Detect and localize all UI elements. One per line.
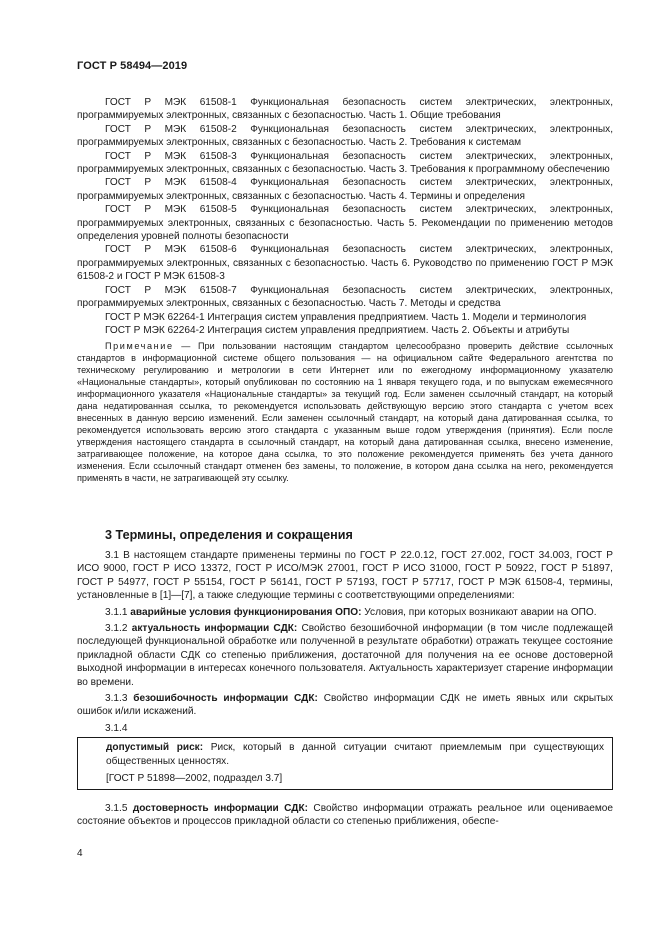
reference-item: ГОСТ Р МЭК 61508-3 Функциональная безопасность систем электрических, электронных, программируемых электронных, связанных с безопасностью. Часть 3. Требования к программному обеспечению: [77, 150, 613, 176]
term-number: 3.1.5: [105, 802, 133, 814]
term-3-1-5: [77, 802, 613, 829]
term-3-1-2: [77, 622, 613, 689]
term-number: 3.1.1: [105, 606, 131, 618]
term-definition: Риск, который в данной ситуации считают приемлемым при существующих общественных ценностях.: [106, 742, 604, 767]
note-dash: —: [173, 341, 199, 352]
reference-item: ГОСТ Р МЭК 61508-2 Функциональная безопасность систем электрических, электронных, программируемых электронных, связанных с безопасностью. Часть 2. Требования к системам: [77, 123, 613, 149]
term-number: 3.1.3: [105, 693, 134, 705]
reference-item: ГОСТ Р МЭК 62264-1 Интеграция систем управления предприятием. Часть 1. Модели и терминология: [105, 311, 587, 323]
term-3-1-4: [106, 741, 604, 768]
term-name: актуальность информации СДК:: [131, 623, 298, 635]
section-title: 3 Термины, определения и сокращения: [105, 528, 353, 542]
reference-item: ГОСТ Р МЭК 61508-4 Функциональная безопасность систем электрических, электронных, программируемых электронных, связанных с безопасностью. Часть 4. Термины и определения: [77, 177, 613, 202]
term-3-1-1: [77, 606, 613, 619]
term-3-1-4-number: 3.1.4: [105, 722, 128, 734]
page-number: 4: [77, 848, 83, 859]
reference-item: ГОСТ Р МЭК 61508-6 Функциональная безопасность систем электрических, электронных, программируемых электронных, связанных с безопасностью. Часть 6. Руководство по применению ГОСТ Р МЭК 61508-2 и ГОСТ Р МЭК 61508-3: [77, 244, 613, 283]
term-definition: Свойство информации отражать реальное или оцениваемое состояние объектов и процессов прикладной области со степенью приближения, обеспе-: [77, 802, 614, 827]
reference-item: ГОСТ Р МЭК 61508-1 Функциональная безопасность систем электрических, электронных, программируемых электронных, связанных с безопасностью. Часть 1. Общие требования: [77, 97, 613, 122]
reference-item: ГОСТ Р МЭК 62264-2 Интеграция систем управления предприятием. Часть 2. Объекты и атрибуты: [105, 324, 570, 336]
note-text: При пользовании настоящим стандартом целесообразно проверить действие ссылочных стандартов в информационной системе общего пользования — на официальном сайте Федерального агентства по техническому регулированию и метрологии в сети Интернет или по ежегодному информационному указателю «Национальные стандарты», который опубликован по состоянию на 1 января текущего года, и по выпускам ежемесячного информационного указателя «Национальные стандарты» за текущий год. Если заменен ссылочный стандарт, на который дана недатированная ссылка, то рекомендуется использовать действующую версию этого стандарта с учетом всех внесенных в данную версию изменений. Если заменен ссылочный стандарт, на который дана датированная ссылка, то рекомендуется использовать версию этого стандарта с указанным выше годом утверждения (принятия). Если после утверждения настоящего стандарта в ссылочный стандарт, на который дана датированная ссылка, внесено изменение, затрагивающее положение, на которое дана ссылка, то это положение рекомендуется применять без учета данного изменения. Если ссылочный стандарт отменен без замены, то положение, в котором дана ссылка на него, рекомендуется применять в части, не затрагивающей эту ссылку.: [77, 341, 614, 484]
term-definition: Свойство информации СДК не иметь явных или скрытых ошибок и/или искажений.: [77, 693, 613, 718]
section-body: [77, 549, 613, 828]
note-label: Примечание: [105, 341, 174, 352]
paragraph-3-1: 3.1 В настоящем стандарте применены термины по ГОСТ Р 22.0.12, ГОСТ 27.002, ГОСТ 34.003, ГОСТ Р ИСО 9000, ГОСТ Р ИСО 13372, ГОСТ Р ИСО/МЭК 27001, ГОСТ Р ИСО 31000, ГОСТ Р 50922, ГОСТ Р 51897, ГОСТ Р 54977, ГОСТ Р 55154, ГОСТ Р 56141, ГОСТ Р 57193, ГОСТ Р 57717, ГОСТ Р МЭК 61508-4, термины, установленные в [1]—[7], а также следующие термины с соответствующими определениями:: [77, 550, 613, 602]
reference-item: ГОСТ Р МЭК 61508-7 Функциональная безопасность систем электрических, электронных, программируемых электронных, связанных с безопасностью. Часть 7. Методы и средства: [77, 284, 613, 310]
term-3-1-4-box: [77, 737, 613, 789]
term-definition: Условия, при которых возникают аварии на ОПО.: [361, 606, 597, 618]
term-3-1-3: [77, 692, 613, 719]
term-name: аварийные условия функционирования ОПО:: [130, 606, 362, 618]
document-header: ГОСТ Р 58494—2019: [77, 60, 188, 72]
note-paragraph: [77, 340, 613, 484]
term-source: [ГОСТ Р 51898—2002, подраздел 3.7]: [106, 773, 283, 785]
term-definition: Свойство безошибочной информации (в том числе подлежащей последующей функциональной обработке или полученной в результате обработки) отражать текущее состояние прикладной области СДК со степенью приближения, достаточной для получения на ее основе достоверной выходной информации в интересах конечного пользователя. Актуальность характеризует старение информации во времени.: [77, 623, 614, 688]
term-name: достоверность информации СДК:: [132, 802, 309, 814]
term-name: безошибочность информации СДК:: [133, 693, 318, 705]
normative-references: [77, 96, 613, 484]
reference-item: ГОСТ Р МЭК 61508-5 Функциональная безопасность систем электрических, электронных, программируемых электронных, связанных с безопасностью. Часть 5. Рекомендации по применению методов определения уровней полноты безопасности: [77, 204, 613, 243]
term-name: допустимый риск:: [106, 742, 204, 754]
term-number: 3.1.2: [105, 623, 132, 635]
